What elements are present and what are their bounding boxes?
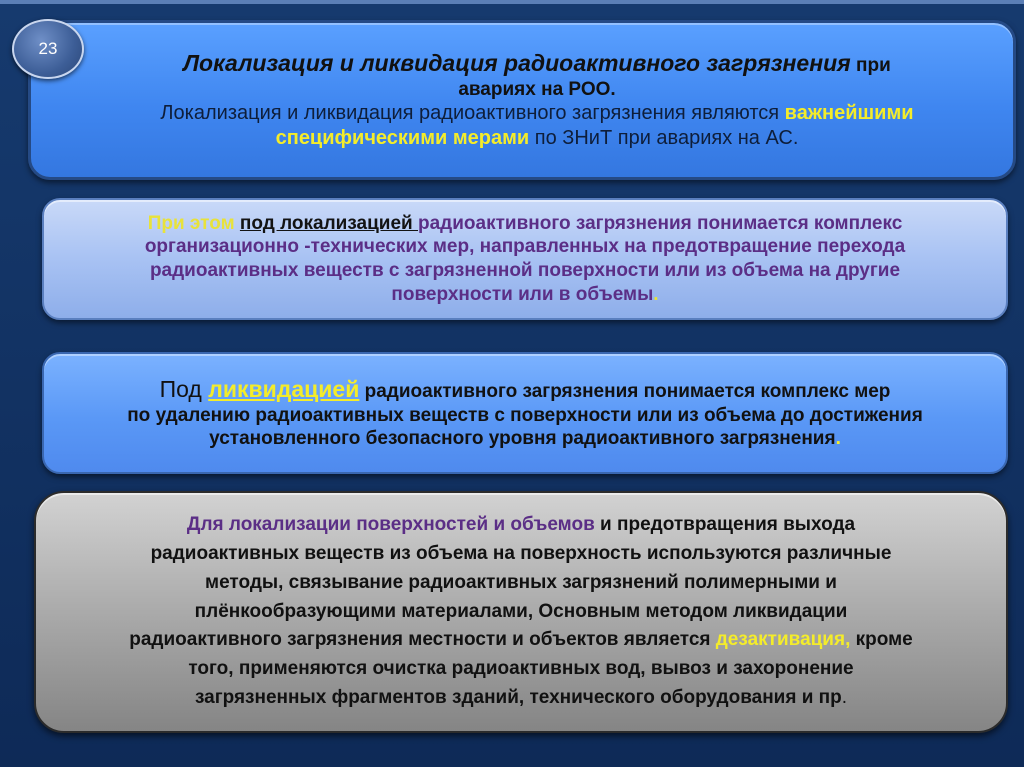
heading-title-tail: при [850,54,891,76]
liquidation-line-3 [209,427,841,451]
methods-line-7 [195,684,847,713]
localization-line-4 [391,283,658,307]
liquidation-period: . [835,428,841,450]
liquidation-line-3-text: установленного безопасного уровня радиоактивного загрязнения [209,428,836,450]
methods-line-7-text: загрязненных фрагментов зданий, технического оборудования и пр [194,687,842,709]
heading-highlight-2: специфическими мерами [275,127,530,150]
methods-line-5-text: радиоактивного загрязнения местности и объектов является [129,629,716,651]
slide-number-badge [12,19,84,79]
localization-intro: При этом [147,212,240,234]
methods-period: . [841,687,848,709]
methods-line-1-text: и предотвращения выхода [594,513,856,535]
methods-line-3: методы, связывание радиоактивных загрязнений полимерными и [205,571,837,593]
localization-term: под локализацией [239,212,418,234]
liquidation-line-1-text: радиоактивного загрязнения понимается комплекс мер [359,380,891,402]
liquidation-term: ликвидацией [208,375,360,402]
methods-line-1 [187,511,855,540]
heading-line-3-text: Локализация и ликвидация радиоактивного загрязнения являются [160,102,785,125]
heading-line-2: авариях на РОО. [458,78,616,100]
heading-line-3 [160,101,913,126]
methods-highlight-purple: Для локализации поверхностей и объемов [186,513,595,535]
heading-title: Локализация и ликвидация радиоактивного загрязнения [183,49,851,76]
localization-line-4-text: поверхности или в объемы [391,283,654,305]
top-border [0,0,1024,4]
heading-line-4-text: по ЗНиТ при авариях на АС. [529,127,799,150]
heading-box [28,20,1016,180]
methods-box [34,491,1008,733]
methods-line-5 [129,626,912,655]
methods-line-5-tail: кроме [850,629,913,651]
localization-line-1-text: радиоактивного загрязнения понимается комплекс [418,212,903,234]
liquidation-line-2: по удалению радиоактивных веществ с поверхности или из объема до достижения [127,404,923,426]
localization-definition-box [42,198,1008,320]
liquidation-intro: Под [159,375,209,402]
localization-line-3: радиоактивных веществ с загрязненной поверхности или из объема на другие [149,260,901,281]
localization-line-1 [148,212,903,236]
methods-highlight-yellow: дезактивация, [715,629,851,651]
slide-number: 23 [38,39,58,58]
liquidation-line-1 [160,375,891,404]
localization-period: . [653,283,659,305]
heading-line-4 [276,126,799,151]
heading-line-1 [183,49,891,78]
localization-line-2: организационно -технических мер, направленных на предотвращение перехода [144,236,906,258]
liquidation-definition-box [42,352,1008,474]
methods-line-2: радиоактивных веществ из объема на поверхность используются различные [150,542,892,564]
heading-highlight-1: важнейшими [784,102,914,125]
methods-line-6: того, применяются очистка радиоактивных вод, вывоз и захоронение [188,658,854,680]
methods-line-4: плёнкообразующими материалами, Основным методом ликвидации [194,600,848,622]
